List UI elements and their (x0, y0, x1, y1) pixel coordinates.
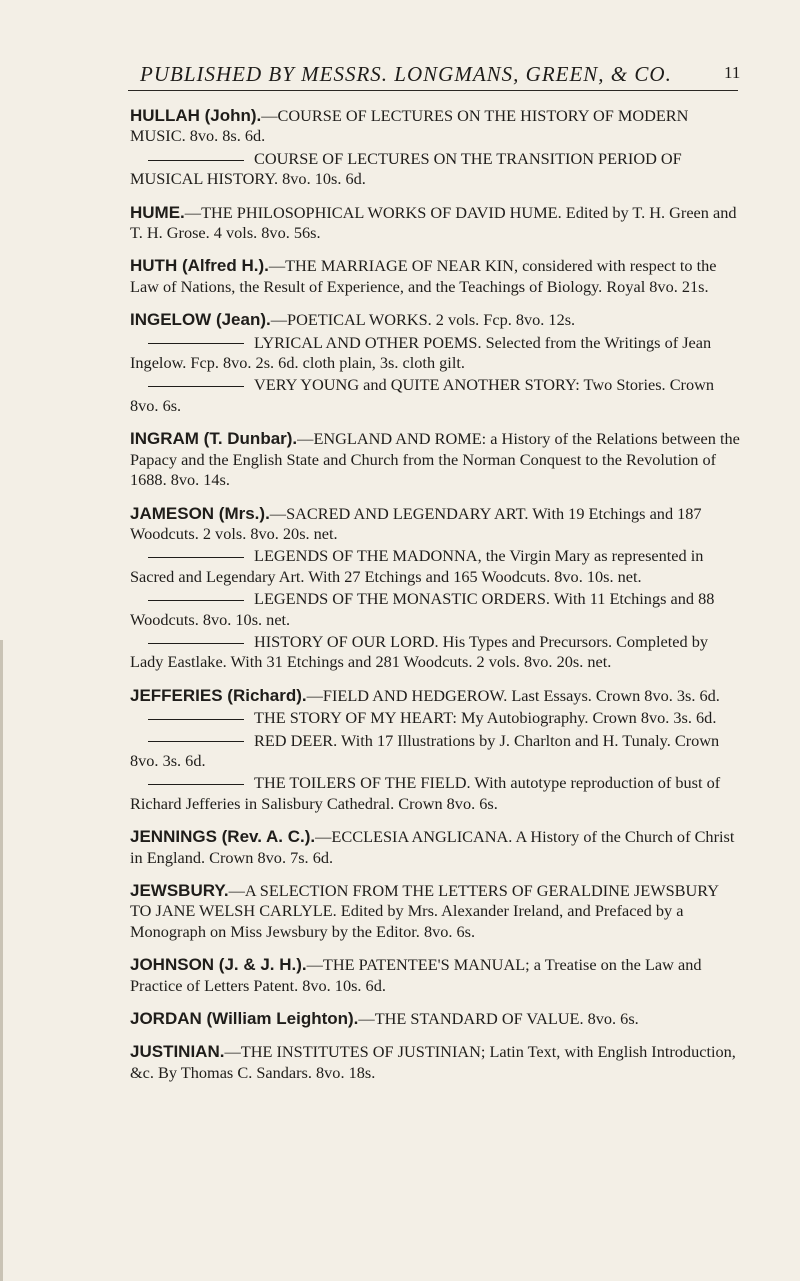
ditto-dash (148, 741, 244, 742)
work-description: —THE PHILOSOPHICAL WORKS OF DAVID HUME. Edited by T. H. Green and T. H. Grose. 4 vols. 8vo. 56s. (130, 202, 737, 243)
page-edge-shadow (0, 640, 3, 1281)
ditto-dash (148, 643, 244, 644)
author-name: INGELOW (Jean). (130, 310, 271, 330)
author-name: HUTH (Alfred H.). (130, 256, 269, 276)
work-description: —COURSE OF LECTURES ON THE HISTORY OF MODERN MUSIC. 8vo. 8s. 6d. (130, 106, 689, 146)
catalogue-entry (130, 827, 740, 868)
author-name: JUSTINIAN. (130, 1042, 225, 1062)
catalogue-entry (130, 310, 740, 416)
work-description: VERY YOUNG and QUITE ANOTHER STORY: Two Stories. Crown 8vo. 6s. (130, 375, 715, 415)
work-description: —ECCLESIA ANGLICANA. A History of the Church of Christ in England. Crown 8vo. 7s. 6d. (130, 827, 735, 867)
catalogue-entry (130, 429, 740, 490)
page-number: 11 (724, 63, 741, 82)
catalogue-entry (130, 1009, 740, 1029)
work-description: —FIELD AND HEDGEROW. Last Essays. Crown 8vo. 3s. 6d. (306, 685, 720, 705)
catalogue-entry (130, 955, 740, 996)
entry-further-work (130, 333, 740, 374)
work-description: THE STORY OF MY HEART: My Autobiography. Crown 8vo. 3s. 6d. (254, 708, 717, 728)
header-rule (128, 90, 738, 91)
work-description: —ENGLAND AND ROME: a History of the Relations between the Papacy and the English State and Church from the Norman Conquest to the Revolution of 1688. 8vo. 14s. (130, 429, 740, 490)
ditto-dash (148, 343, 244, 344)
work-description: THE TOILERS OF THE FIELD. With autotype reproduction of bust of Richard Jefferies in Salisbury Cathedral. Crown 8vo. 6s. (130, 773, 721, 813)
author-name: JENNINGS (Rev. A. C.). (130, 827, 316, 847)
entry-first-work (130, 504, 740, 545)
entry-further-work (130, 149, 740, 190)
catalogue-entry (130, 106, 740, 190)
entry-first-work (130, 1042, 740, 1083)
catalogue-entry (130, 256, 740, 297)
work-description: —POETICAL WORKS. 2 vols. Fcp. 8vo. 12s. (270, 310, 576, 330)
work-description: LYRICAL AND OTHER POEMS. Selected from the Writings of Jean Ingelow. Fcp. 8vo. 2s. 6d. cloth plain, 3s. cloth gilt. (130, 332, 712, 373)
entry-first-work (130, 955, 740, 996)
catalogue-entry (130, 504, 740, 673)
catalogue-entry (130, 203, 740, 244)
work-description: HISTORY OF OUR LORD. His Types and Precursors. Completed by Lady Eastlake. With 31 Etchings and 281 Woodcuts. 2 vols. 8vo. 20s. net. (130, 631, 708, 672)
catalogue-entries (130, 106, 740, 1096)
entry-first-work (130, 686, 740, 706)
work-description: COURSE OF LECTURES ON THE TRANSITION PERIOD OF MUSICAL HISTORY. 8vo. 10s. 6d. (130, 148, 682, 189)
ditto-dash (148, 386, 244, 387)
entry-further-work (130, 375, 740, 416)
ditto-dash (148, 160, 244, 161)
work-description: —SACRED AND LEGENDARY ART. With 19 Etchings and 187 Woodcuts. 2 vols. 8vo. 20s. net. (130, 503, 702, 543)
entry-first-work (130, 203, 740, 244)
author-name: INGRAM (T. Dunbar). (130, 429, 298, 449)
author-name: JORDAN (William Leighton). (130, 1009, 359, 1029)
entry-first-work (130, 429, 740, 490)
ditto-dash (148, 600, 244, 601)
entry-further-work (130, 546, 740, 587)
entry-first-work (130, 1009, 740, 1029)
entry-first-work (130, 827, 740, 868)
page-header (0, 0, 800, 100)
work-description: —THE MARRIAGE OF NEAR KIN, considered with respect to the Law of Nations, the Result of Experience, and the Teachings of Biology. Royal 8vo. 21s. (130, 256, 717, 296)
catalogue-entry (130, 686, 740, 814)
work-description: —THE INSTITUTES OF JUSTINIAN; Latin Text, with English Introduction, &c. By Thomas C. Sandars. 8vo. 18s. (130, 1042, 736, 1082)
catalogue-entry (130, 1042, 740, 1083)
entry-further-work (130, 773, 740, 814)
work-description: RED DEER. With 17 Illustrations by J. Charlton and H. Tunaly. Crown 8vo. 3s. 6d. (130, 730, 720, 770)
author-name: HULLAH (John). (130, 106, 262, 125)
entry-first-work (130, 310, 740, 330)
entry-first-work (130, 881, 740, 942)
entry-further-work (130, 708, 740, 728)
entry-further-work (130, 731, 740, 772)
author-name: JOHNSON (J. & J. H.). (130, 955, 307, 975)
ditto-dash (148, 557, 244, 558)
work-description: LEGENDS OF THE MONASTIC ORDERS. With 11 Etchings and 88 Woodcuts. 8vo. 10s. net. (130, 589, 715, 629)
catalogue-entry (130, 881, 740, 942)
work-description: —A SELECTION FROM THE LETTERS OF GERALDINE JEWSBURY TO JANE WELSH CARLYLE. Edited by Mrs. Alexander Ireland, and Prefaced by a Monograph on Miss Jewsbury by the Editor. 8vo. 6s. (130, 881, 719, 941)
entry-further-work (130, 589, 740, 630)
entry-first-work (130, 256, 740, 297)
entry-further-work (130, 632, 740, 673)
work-description: LEGENDS OF THE MADONNA, the Virgin Mary as represented in Sacred and Legendary Art. With 27 Etchings and 165 Woodcuts. 8vo. 10s. net. (130, 546, 704, 586)
author-name: HUME. (130, 202, 185, 222)
author-name: JEWSBURY. (130, 881, 229, 900)
ditto-dash (148, 719, 244, 720)
running-head: PUBLISHED BY MESSRS. LONGMANS, GREEN, & CO. (140, 62, 672, 86)
ditto-dash (148, 784, 244, 785)
work-description: —THE STANDARD OF VALUE. 8vo. 6s. (358, 1009, 639, 1029)
author-name: JAMESON (Mrs.). (130, 503, 270, 523)
entry-first-work (130, 106, 740, 147)
work-description: —THE PATENTEE'S MANUAL; a Treatise on the Law and Practice of Letters Patent. 8vo. 10s. 6d. (130, 955, 702, 995)
author-name: JEFFERIES (Richard). (130, 685, 307, 705)
